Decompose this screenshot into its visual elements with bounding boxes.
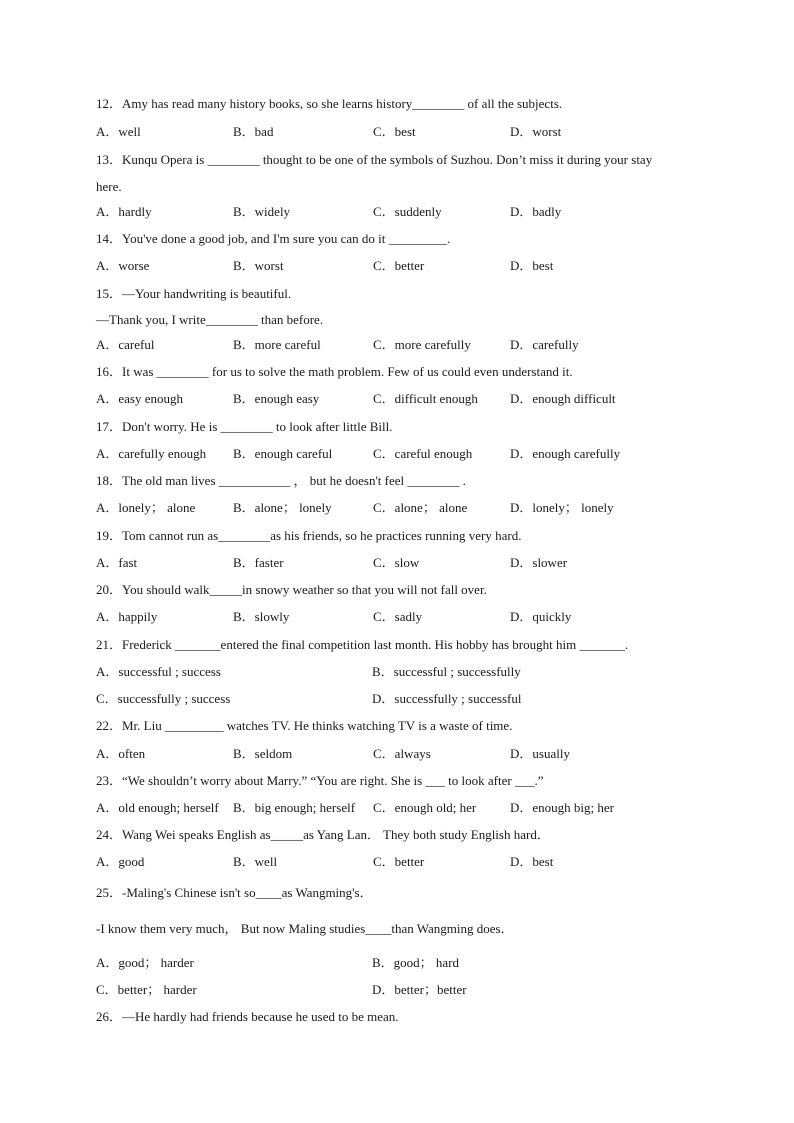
question-stem: 15．—Your handwriting is beautiful. — [96, 286, 292, 301]
answer-option: B．faster — [233, 555, 284, 570]
answer-option: B．successful ; successfully — [372, 664, 521, 679]
question-stem: 12．Amy has read many history books, so she learns history________ of all the subjects. — [96, 96, 563, 111]
answer-option: D．usually — [510, 746, 570, 761]
answer-option: C．best — [373, 124, 416, 139]
answer-option: D．badly — [510, 204, 562, 219]
answer-option: A．hardly — [96, 204, 152, 219]
answer-option: D．enough difficult — [510, 391, 616, 406]
answer-option: A．often — [96, 746, 146, 761]
answer-option: C．sadly — [373, 609, 423, 624]
answer-option: D．enough big; her — [510, 800, 614, 815]
answer-option: C．successfully ; success — [96, 691, 231, 706]
answer-option: A．easy enough — [96, 391, 184, 406]
answer-option: B．enough easy — [233, 391, 320, 406]
answer-option: C．slow — [373, 555, 420, 570]
answer-option: B．bad — [233, 124, 274, 139]
answer-option: C．suddenly — [373, 204, 442, 219]
answer-option: D．carefully — [510, 337, 579, 352]
question-stem: 20．You should walk_____in snowy weather so that you will not fall over. — [96, 582, 487, 597]
answer-option: A．worse — [96, 258, 150, 273]
question-stem: 17．Don't worry. He is ________ to look after little Bill. — [96, 419, 393, 434]
question-stem: —Thank you, I write________ than before. — [96, 312, 324, 327]
answer-option: C．better — [373, 854, 425, 869]
answer-option: A．good； harder — [96, 955, 194, 970]
question-stem: 25．-Maling's Chinese isn't so____as Wangming's． — [96, 885, 373, 900]
answer-option: C．better — [373, 258, 425, 273]
answer-option: B．alone； lonely — [233, 500, 332, 515]
answer-option: D．slower — [510, 555, 568, 570]
answer-option: D．worst — [510, 124, 562, 139]
answer-option: A．well — [96, 124, 141, 139]
answer-option: B．good； hard — [372, 955, 460, 970]
question-stem: 22．Mr. Liu _________ watches TV. He thinks watching TV is a waste of time. — [96, 718, 513, 733]
answer-option: B．widely — [233, 204, 291, 219]
answer-option: A．lonely； alone — [96, 500, 196, 515]
question-stem: here. — [96, 179, 122, 194]
answer-option: B．seldom — [233, 746, 293, 761]
question-stem: 13．Kunqu Opera is ________ thought to be one of the symbols of Suzhou. Don’t miss it during your stay — [96, 152, 653, 167]
answer-option: C．more carefully — [373, 337, 471, 352]
question-stem: 23．“We shouldn’t worry about Marry.” “You are right. She is ___ to look after ___.” — [96, 773, 544, 788]
question-stem: 21．Frederick _______entered the final competition last month. His hobby has brought him _______. — [96, 637, 629, 652]
answer-option: A．old enough; herself — [96, 800, 219, 815]
answer-option: D．lonely； lonely — [510, 500, 614, 515]
question-stem: 26．—He hardly had friends because he used to be mean. — [96, 1009, 399, 1024]
answer-option: B．more careful — [233, 337, 321, 352]
question-stem: 19．Tom cannot run as________as his friends, so he practices running very hard. — [96, 528, 522, 543]
answer-option: A．careful — [96, 337, 155, 352]
answer-option: D．better；better — [372, 982, 467, 997]
question-stem: -I know them very much， But now Maling studies____than Wangming does． — [96, 921, 514, 936]
answer-option: A．successful ; success — [96, 664, 221, 679]
question-stem: 24．Wang Wei speaks English as_____as Yang Lan． They both study English hard． — [96, 827, 550, 842]
answer-option: B．slowly — [233, 609, 290, 624]
answer-option: D．quickly — [510, 609, 572, 624]
answer-option: B．big enough; herself — [233, 800, 356, 815]
answer-option: C．difficult enough — [373, 391, 478, 406]
answer-option: B．worst — [233, 258, 284, 273]
answer-option: C．enough old; her — [373, 800, 477, 815]
answer-option: D．successfully ; successful — [372, 691, 522, 706]
answer-option: C．always — [373, 746, 431, 761]
answer-option: B．enough careful — [233, 446, 333, 461]
answer-option: A．happily — [96, 609, 158, 624]
question-stem: 16．It was ________ for us to solve the math problem. Few of us could even understand it. — [96, 364, 573, 379]
answer-option: A．carefully enough — [96, 446, 207, 461]
answer-option: D．best — [510, 854, 554, 869]
answer-option: D．enough carefully — [510, 446, 621, 461]
answer-option: D．best — [510, 258, 554, 273]
answer-option: C．alone； alone — [373, 500, 468, 515]
question-stem: 18．The old man lives ___________ ， but he doesn't feel ________ . — [96, 473, 466, 488]
answer-option: A．fast — [96, 555, 138, 570]
answer-option: C．careful enough — [373, 446, 473, 461]
answer-option: A．good — [96, 854, 145, 869]
question-stem: 14．You've done a good job, and I'm sure you can do it _________. — [96, 231, 451, 246]
answer-option: C．better； harder — [96, 982, 197, 997]
answer-option: B．well — [233, 854, 278, 869]
